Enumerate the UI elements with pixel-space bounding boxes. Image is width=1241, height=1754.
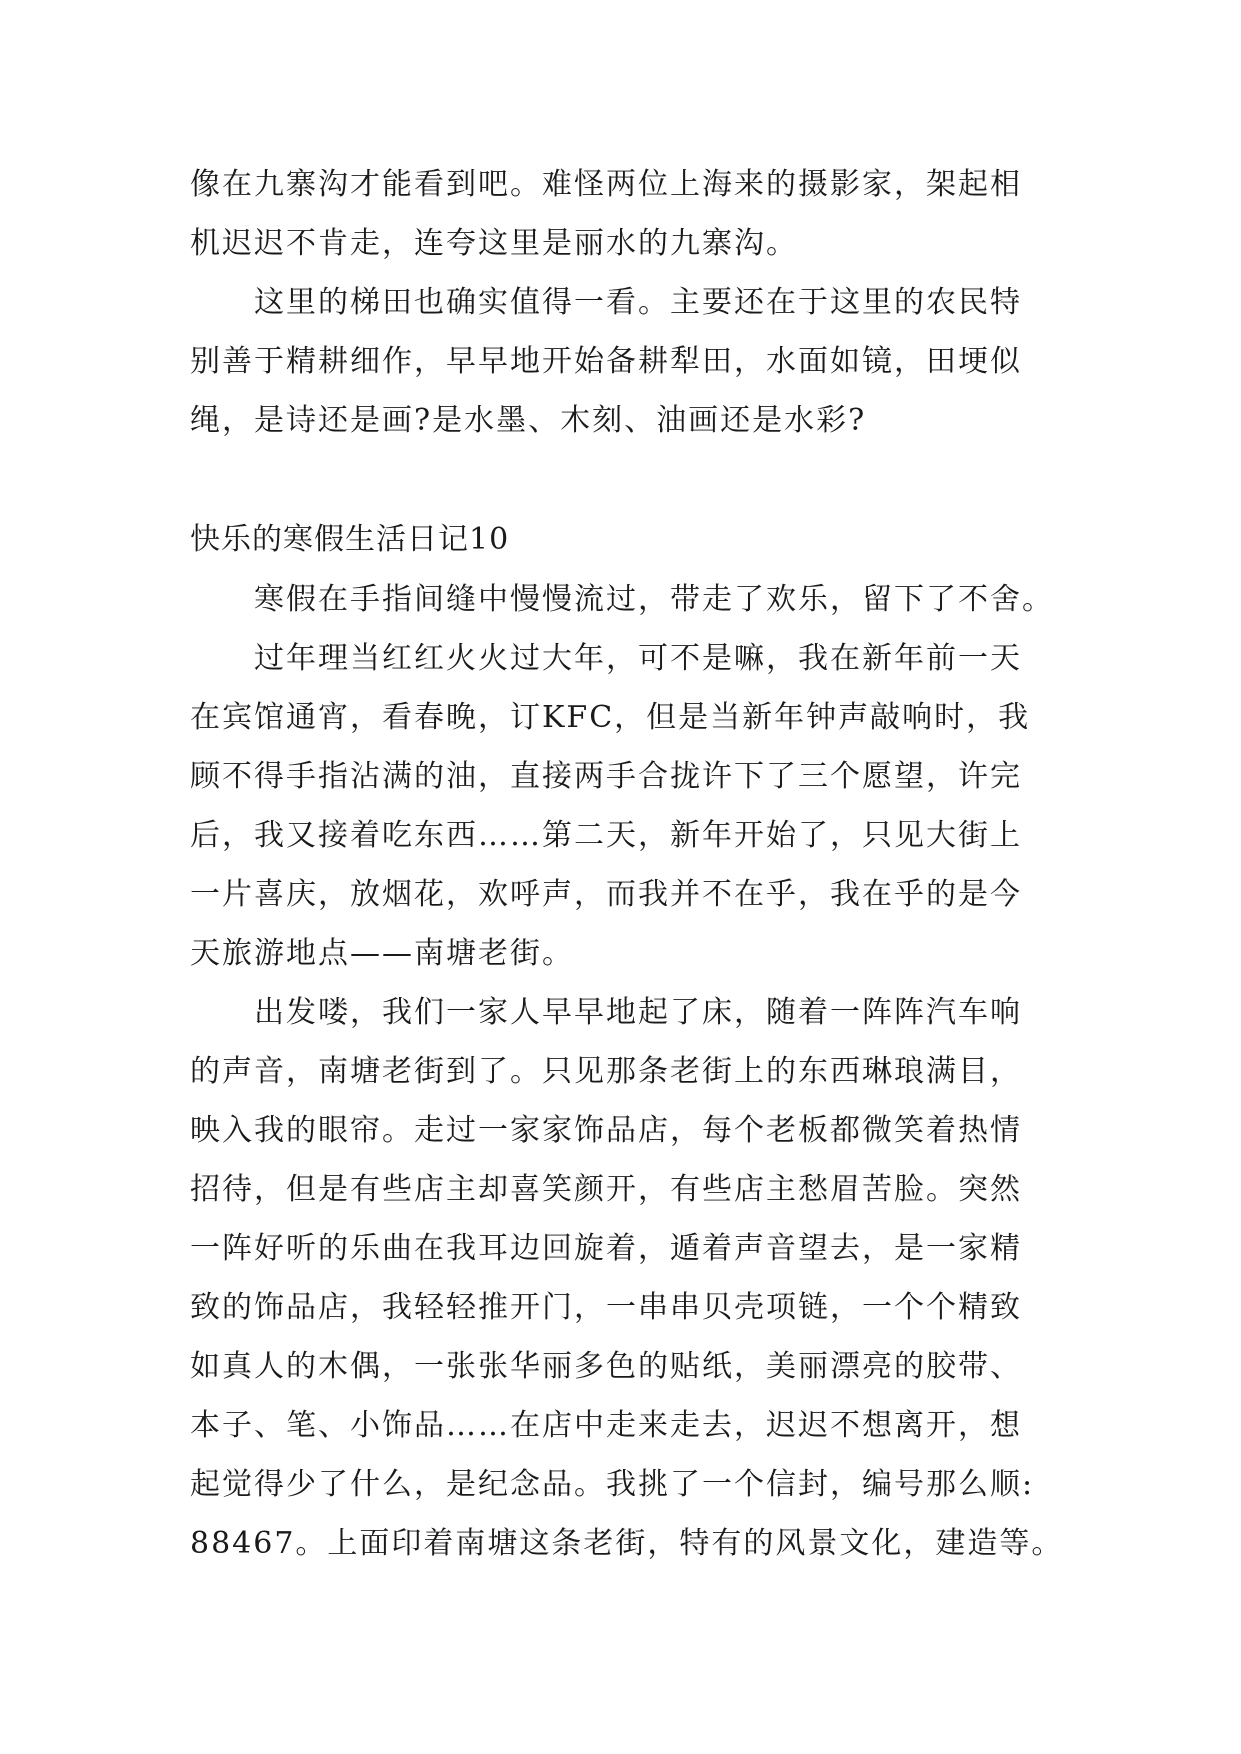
text-line: 像在九寨沟才能看到吧。难怪两位上海来的摄影家，架起相 — [190, 167, 1022, 202]
text-line: 致的饰品店，我轻轻推开门，一串串贝壳项链，一个个精致 — [190, 1290, 1022, 1325]
text-line: 顾不得手指沾满的油，直接两手合拢许下了三个愿望，许完 — [190, 759, 1022, 794]
text-line: 如真人的木偶，一张张华丽多色的贴纸，美丽漂亮的胶带、 — [190, 1349, 1022, 1384]
document-page — [190, 155, 1064, 1573]
text-line: 绳，是诗还是画?是水墨、木刻、油画还是水彩? — [190, 403, 867, 438]
paragraph-2 — [190, 629, 1050, 983]
text-line: 映入我的眼帘。走过一家家饰品店，每个老板都微笑着热情 — [190, 1113, 1022, 1148]
text-line: 出发喽，我们一家人早早地起了床，随着一阵阵汽车响 — [254, 995, 1022, 1030]
text-line: 后，我又接着吃东西……第二天，新年开始了，只见大街上 — [190, 818, 1022, 853]
paragraph-3 — [190, 983, 1064, 1573]
text-line: 天旅游地点——南塘老街。 — [190, 936, 574, 971]
section-title: 快乐的寒假生活日记10 — [190, 522, 510, 557]
text-line: 本子、笔、小饰品……在店中走来走去，迟迟不想离开，想 — [190, 1408, 1022, 1443]
text-line: 过年理当红红火火过大年，可不是嘛，我在新年前一天 — [254, 641, 1022, 676]
paragraph-1 — [190, 570, 1054, 629]
text-line: 88467。上面印着南塘这条老街，特有的风景文化，建造等。 — [190, 1526, 1064, 1561]
text-line: 寒假在手指间缝中慢慢流过，带走了欢乐，留下了不舍。 — [254, 582, 1054, 617]
text-line: 别善于精耕细作，早早地开始备耕犁田，水面如镜，田埂似 — [190, 344, 1022, 379]
text-line: 一阵好听的乐曲在我耳边回旋着，遁着声音望去，是一家精 — [190, 1231, 1022, 1266]
text-line: 一片喜庆，放烟花，欢呼声，而我并不在乎，我在乎的是今 — [190, 877, 1022, 912]
prev-paragraph-2 — [190, 273, 1050, 450]
text-line: 的声音，南塘老街到了。只见那条老街上的东西琳琅满目， — [190, 1054, 1022, 1089]
prev-paragraph-1 — [190, 155, 1050, 273]
section-spacer — [190, 450, 1050, 510]
text-line: 在宾馆通宵，看春晚，订KFC，但是当新年钟声敲响时，我 — [190, 700, 1031, 735]
text-line: 机迟迟不肯走，连夸这里是丽水的九寨沟。 — [190, 226, 798, 261]
text-line: 这里的梯田也确实值得一看。主要还在于这里的农民特 — [254, 285, 1022, 320]
text-line: 起觉得少了什么，是纪念品。我挑了一个信封，编号那么顺: — [190, 1467, 1035, 1502]
text-line: 招待，但是有些店主却喜笑颜开，有些店主愁眉苦脸。突然 — [190, 1172, 1022, 1207]
